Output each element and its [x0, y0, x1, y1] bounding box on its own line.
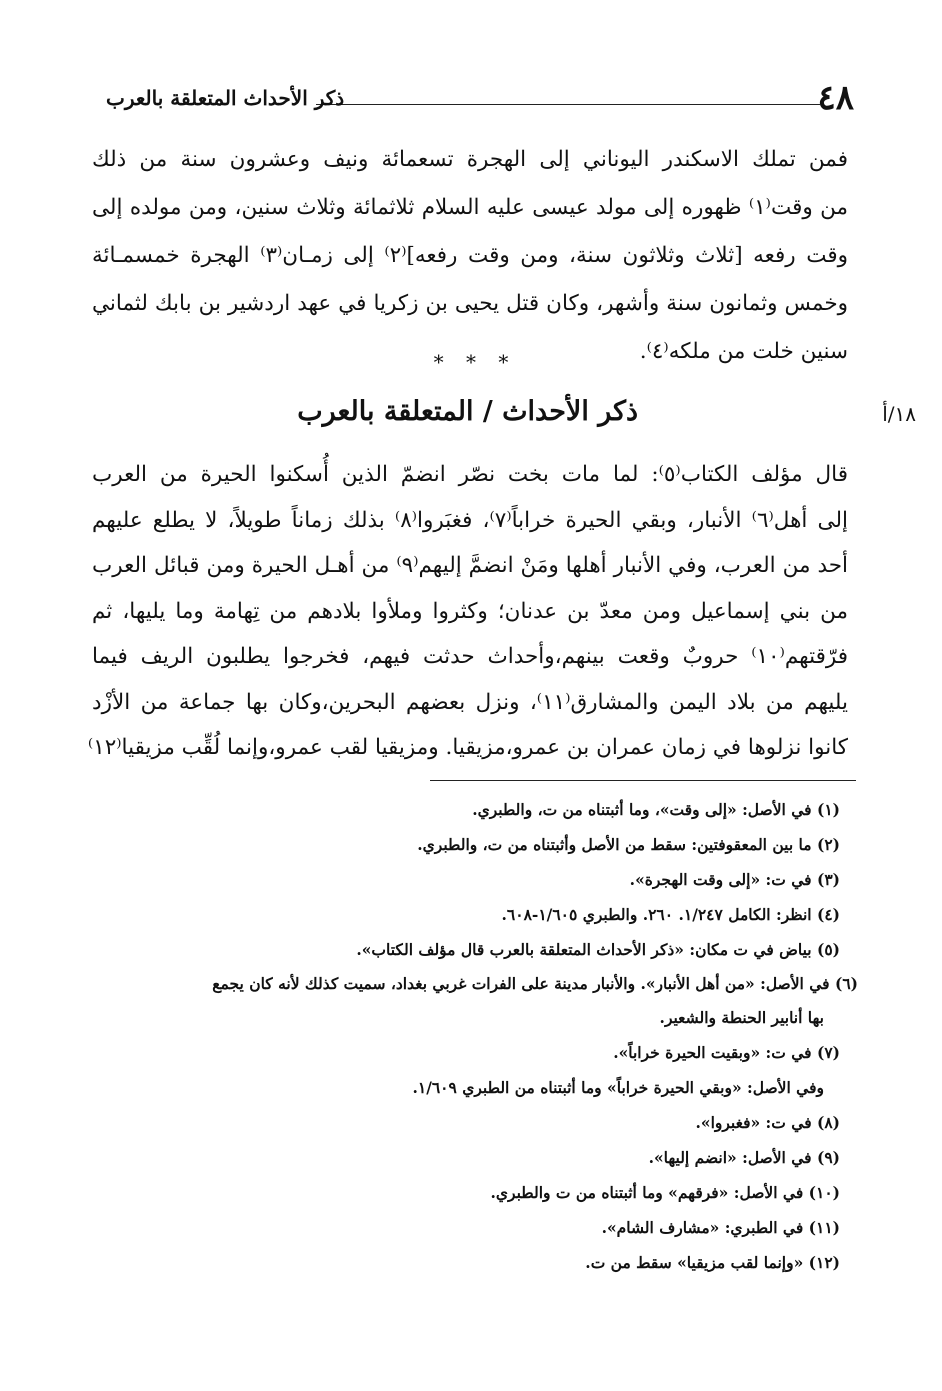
footnote: (١١) في الطبري: «مشارف الشام».: [601, 1218, 840, 1237]
text-line: فرّقتهم⁽١٠⁾ حروبٌ وقعت بينهم،وأحداث حدثت فيهم، فخرجوا يطلبون الريف فيما: [92, 644, 848, 669]
footnote: (٢) ما بين المعقوفتين: سقط من الأصل وأثبتناه من ت، والطبري.: [417, 835, 840, 854]
margin-folio-reference: ١٨/أ: [882, 402, 916, 426]
paragraph-1: [92, 136, 848, 376]
footnote: (١٢) «وإنما لقب مزيقيا» سقط من ت.: [585, 1253, 840, 1272]
text-line: كانوا نزلوها في زمان عمران بن عمرو،مزيقيا. ومزيقيا لقب عمرو،وإنما لُقِّب مزيقيا⁽١٢⁾: [87, 735, 848, 760]
footnote-continuation: بها أنابير الحنطة والشعير.: [659, 1008, 824, 1027]
text-line: من بني إسماعيل ومن معدّ بن عدنان؛ وكثروا وملأوا بلادهم من تِهامة وما يليها، ثم: [92, 598, 848, 624]
text-line: سنين خلت من ملكه⁽٤⁾.: [639, 339, 848, 364]
footnote: (٤) انظر: الكامل ١/٢٤٧. ٢٦٠. والطبري ١/٦٠٥-٦٠٨.: [501, 905, 840, 924]
footnote: (١٠) في الأصل: «فرقهم» وما أثبتناه من ت والطبري.: [490, 1183, 840, 1202]
text-line: وخمس وثمانون سنة وأشهر، وكان قتل يحيى بن زكريا في عهد اردشير بن بابك لثماني: [92, 291, 848, 316]
header-rule: [316, 104, 821, 105]
text-line: من وقت⁽١⁾ ظهوره إلى مولد عيسى عليه السلام ثلاثمائة وثلاث سنين، ومن مولده إلى: [92, 195, 848, 220]
text-line: أحد من العرب، وفي الأنبار أهلها ومَنْ انضمَّ إليهم⁽٩⁾ من أهـل الحيرة ومن قبائل العرب: [92, 553, 848, 578]
text-line: إلى أهل⁽٦⁾ الأنبار، وبقي الحيرة خراباً⁽٧⁾، فغبَروا⁽٨⁾ بذلك زماناً طويلاً، لا يطلع عليهم: [92, 507, 848, 533]
footnote-continuation: وفي الأصل: «وبقي الحيرة خراباً» وما أثبتناه من الطبري ١/٦٠٩.: [412, 1078, 824, 1097]
footnote: (٣) في ت: «إلى وقت الهجرة».: [629, 870, 840, 889]
footnote: (٧) في ت: «وبقيت الحيرة خراباً».: [613, 1043, 840, 1062]
footnote: (٥) بياض في ت مكان: «ذكر الأحداث المتعلقة بالعرب قال مؤلف الكتاب».: [356, 940, 840, 959]
text-line: قال مؤلف الكتاب⁽٥⁾: لما مات بخت نصّر انضمّ الذين أُسكنوا الحيرة من العرب: [92, 462, 848, 487]
footnote: (١) في الأصل: «إلى وقت»، وما أثبتناه من ت، والطبري.: [472, 800, 840, 819]
footnote-rule: [430, 780, 856, 781]
footnote: (٩) في الأصل: «انضم إليها».: [648, 1148, 840, 1167]
footnote: (٨) في ت: «فغبروا».: [695, 1113, 840, 1132]
running-header: ذكر الأحداث المتعلقة بالعرب: [106, 86, 345, 110]
section-heading: ذكر الأحداث / المتعلقة بالعرب: [297, 396, 638, 427]
footnotes: [98, 792, 858, 1280]
text-line: فمن تملك الاسكندر اليوناني إلى الهجرة تسعمائة ونيف وعشرون سنة من ذلك: [92, 147, 848, 172]
text-line: وقت رفعه [ثلاث وثلاثون سنة، ومن وقت رفعه]⁽٢⁾ إلى زمـان⁽٣⁾ الهجرة خمسمـائة: [92, 243, 848, 268]
page-number: ٤٨: [817, 78, 854, 118]
paragraph-2: [87, 452, 848, 771]
section-separator: * * *: [433, 350, 517, 374]
text-line: يليهم من بلاد اليمن والمشارق⁽١١⁾، ونزل بعضهم البحرين،وكان بها جماعة من الأزْد: [92, 689, 848, 715]
footnote: (٦) في الأصل: «من أهل الأنبار». والأنبار مدينة على الفرات غربي بغداد، سميت كذلك لأنه كان يجمع: [212, 974, 858, 993]
